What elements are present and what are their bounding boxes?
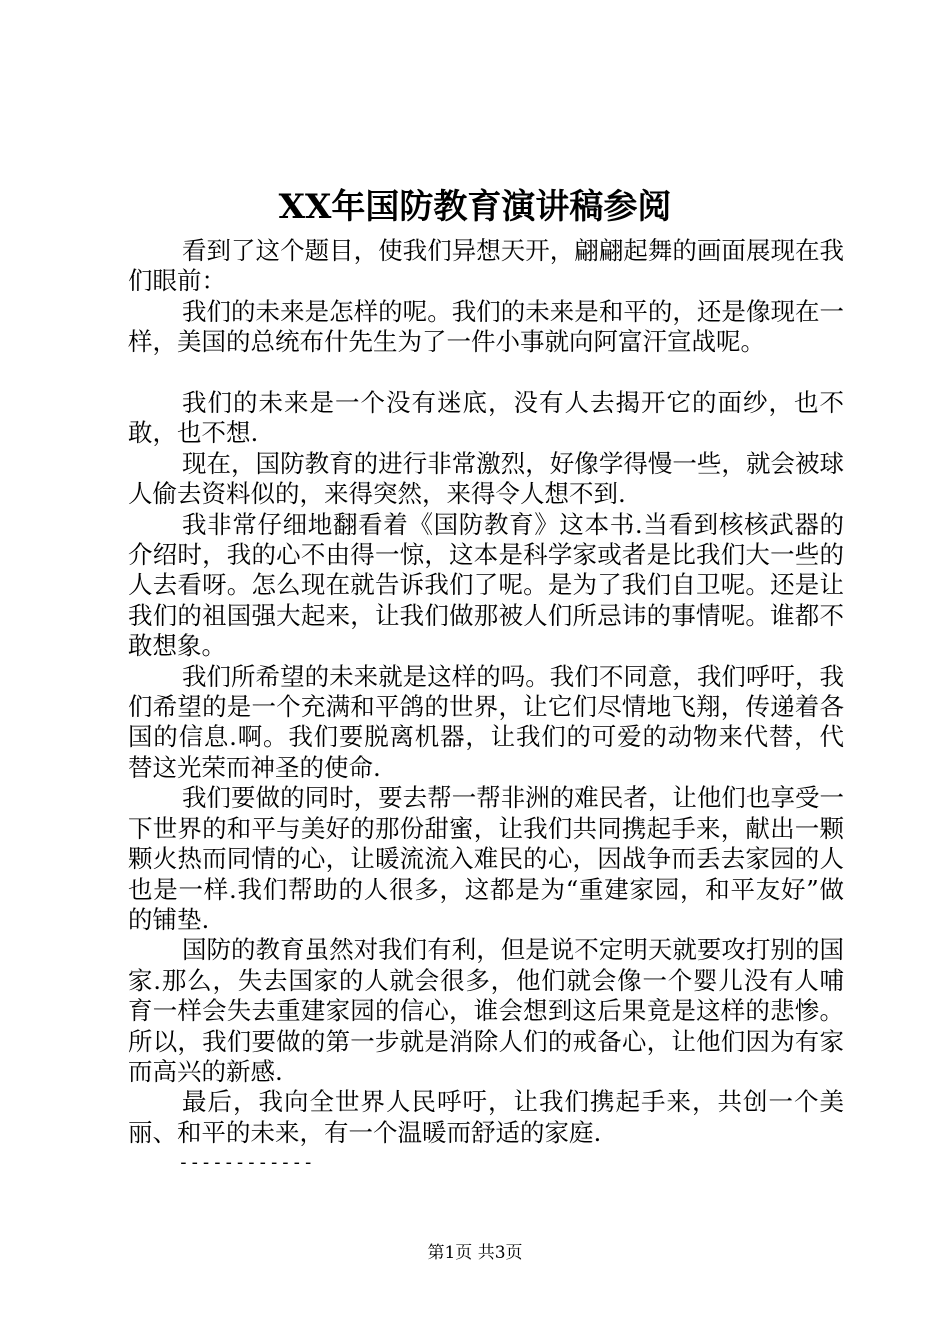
paragraph: 我非常仔细地翻看着《国防教育》这本书.当看到核核武器的介绍时，我的心不由得一惊，这本是科学家或者是比我们大一些的人去看呀。怎么现在就告诉我们了呢。是为了我们自卫呢。还是让我们的祖国强大起来，让我们做那被人们所忌讳的事情呢。谁都不敢想象。 <box>128 509 844 661</box>
paragraph: 我们的未来是怎样的呢。我们的未来是和平的，还是像现在一样，美国的总统布什先生为了一件小事就向阿富汗宣战呢。 <box>128 296 844 357</box>
paragraph: 我们所希望的未来就是这样的吗。我们不同意，我们呼吁，我们希望的是一个充满和平鸽的世界，让它们尽情地飞翔，传递着各国的信息.啊。我们要脱离机器，让我们的可爱的动物来代替，代替这光荣而神圣的使命. <box>128 661 844 782</box>
document-body <box>128 236 844 1178</box>
paragraph: 最后，我向全世界人民呼吁，让我们携起手来，共创一个美丽、和平的未来，有一个温暖而舒适的家庭. <box>128 1087 844 1147</box>
paragraph: 国防的教育虽然对我们有利，但是说不定明天就要攻打别的国家.那么，失去国家的人就会很多，他们就会像一个婴儿没有人哺育一样会失去重建家园的信心，谁会想到这后果竟是这样的悲惨。所以，我们要做的第一步就是消除人们的戒备心，让他们因为有家而高兴的新感. <box>128 935 844 1086</box>
blank-line <box>128 358 844 388</box>
paragraph: 看到了这个题目，使我们异想天开，翩翩起舞的画面展现在我们眼前： <box>128 236 844 296</box>
page-number-footer: 第1页 共3页 <box>427 1243 523 1263</box>
paragraph: 现在，国防教育的进行非常激烈，好像学得慢一些，就会被球人偷去资料似的，来得突然，来得令人想不到. <box>128 448 844 509</box>
paragraph: 我们的未来是一个没有迷底，没有人去揭开它的面纱，也不敢，也不想. <box>128 388 844 448</box>
document-title: XX年国防教育演讲稿参阅 <box>278 187 672 227</box>
separator-line: ------------ <box>178 1152 315 1174</box>
paragraph: 我们要做的同时，要去帮一帮非洲的难民者，让他们也享受一下世界的和平与美好的那份甜蜜，让我们共同携起手来，献出一颗颗火热而同情的心，让暖流流入难民的心，因战争而丢去家园的人也是一样.我们帮助的人很多，这都是为“重建家园，和平友好”做的铺垫. <box>128 783 844 934</box>
